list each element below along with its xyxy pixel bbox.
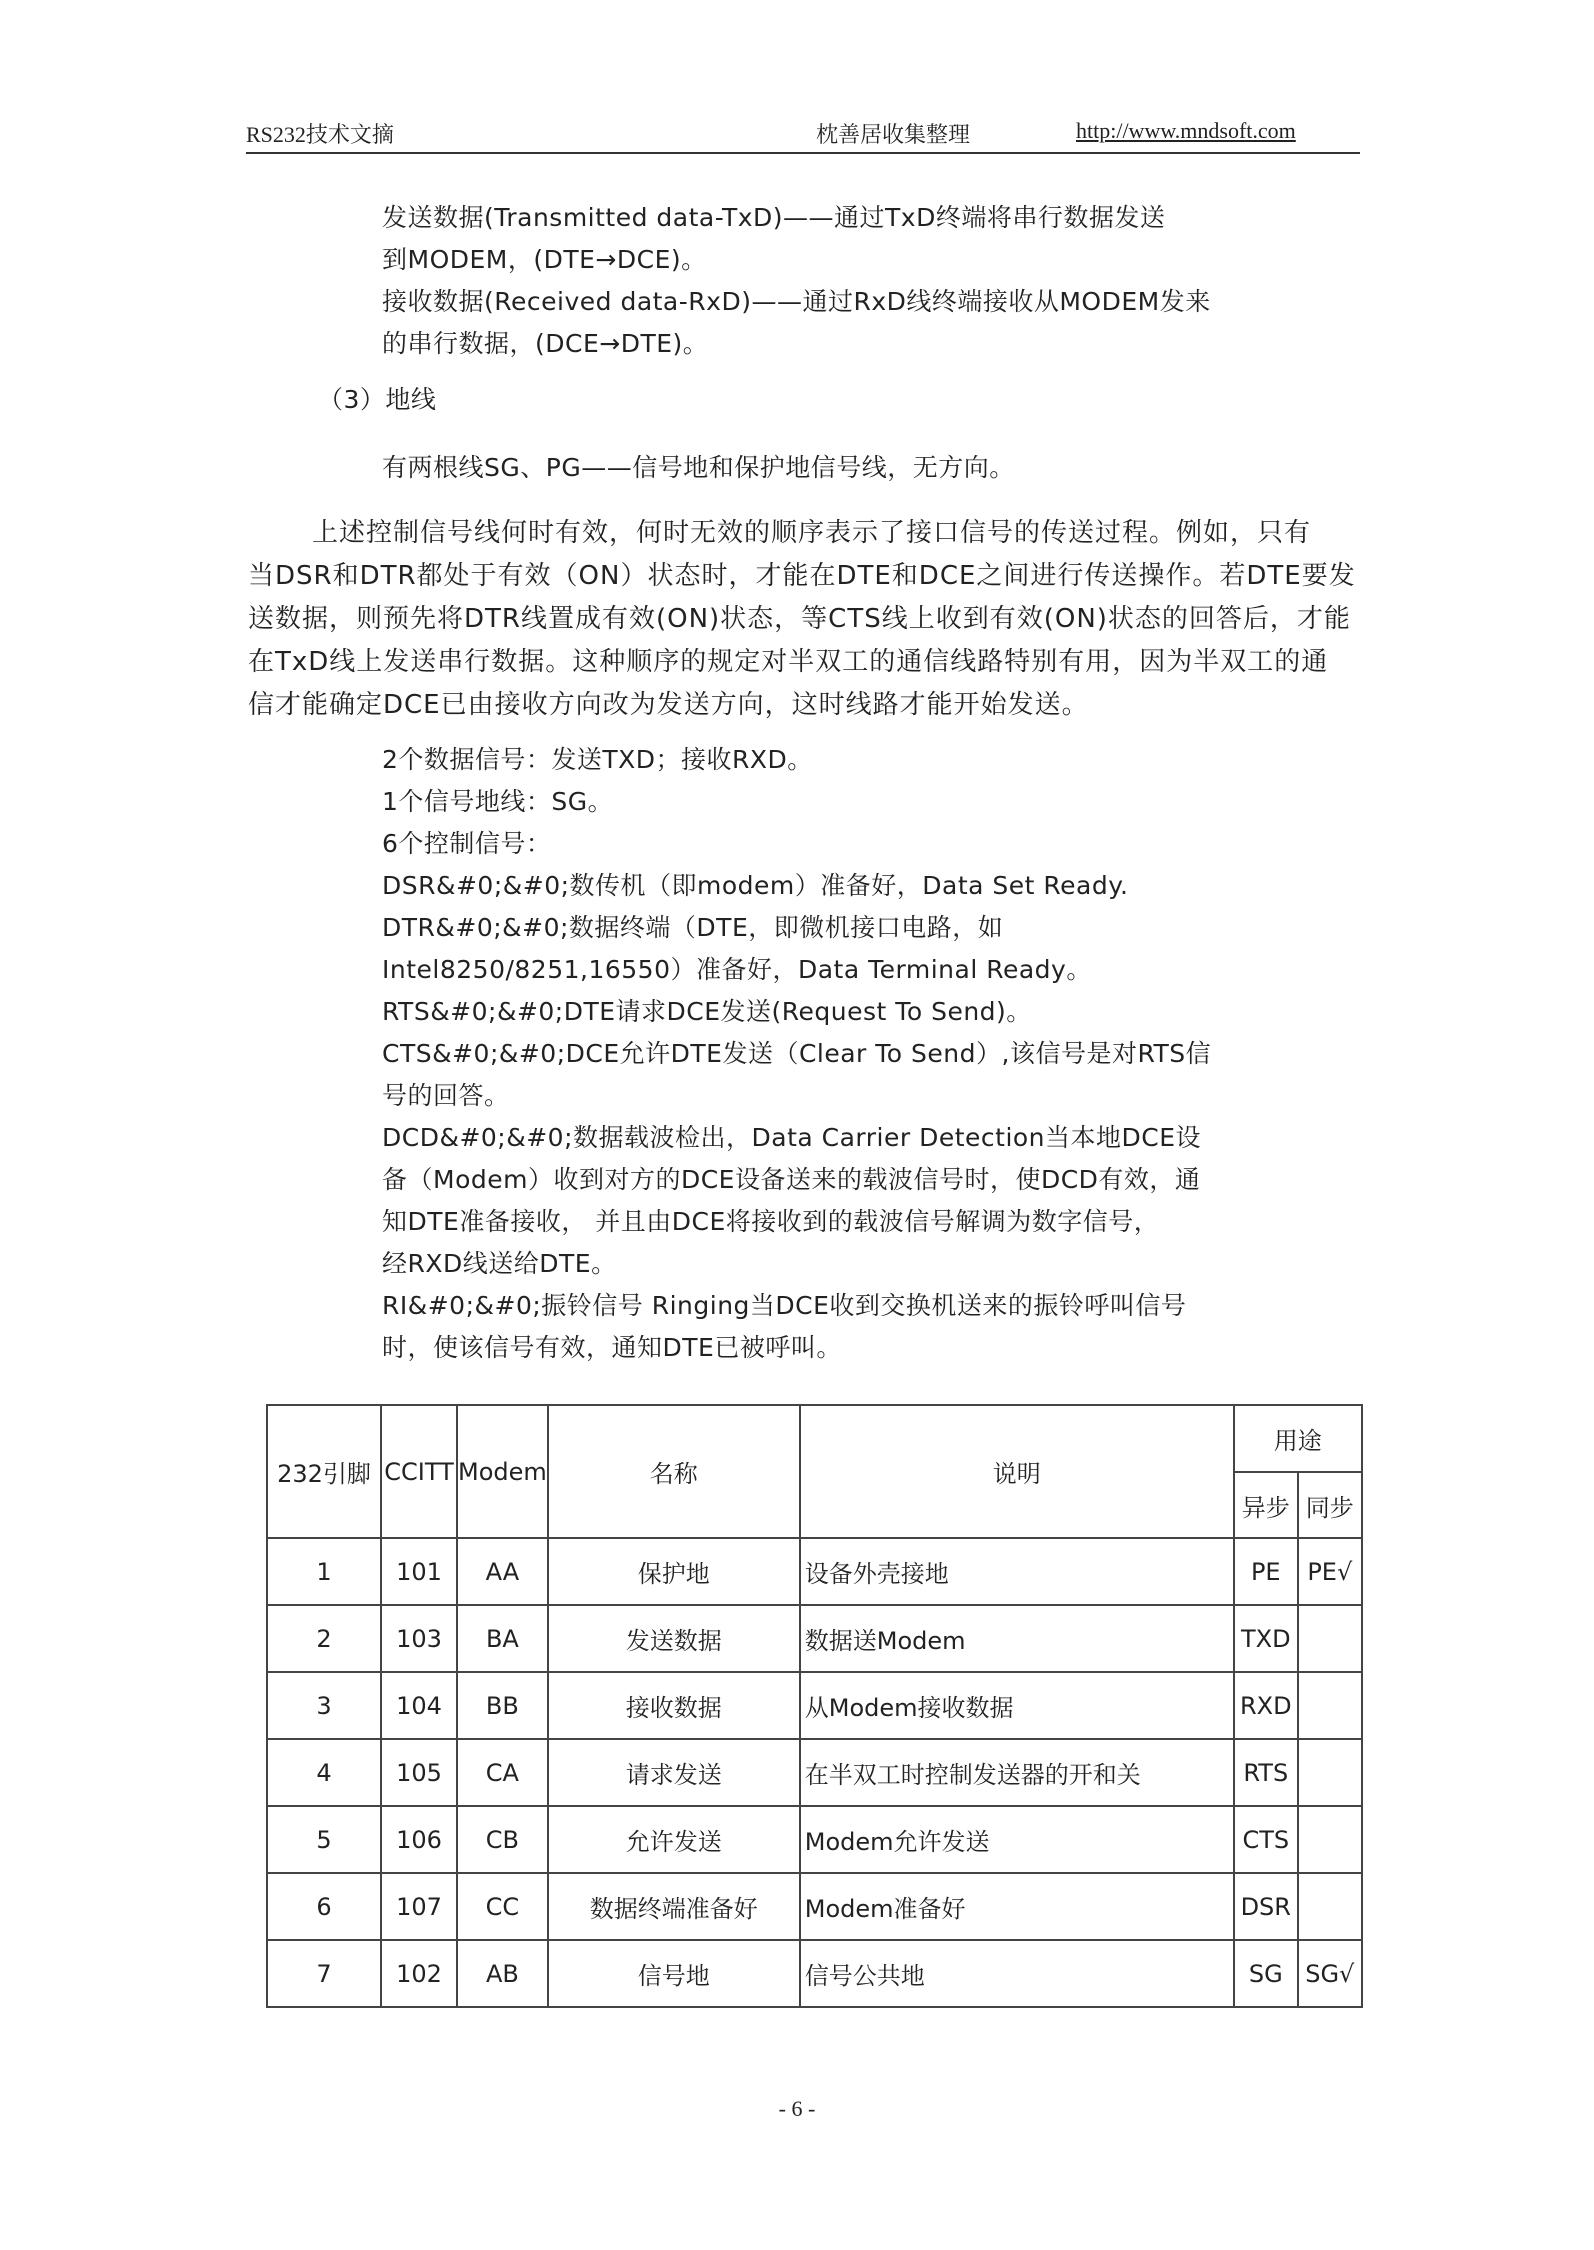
header-sync: 同步 [1298, 1472, 1362, 1538]
paragraph-line: 上述控制信号线何时有效，何时无效的顺序表示了接口信号的传送过程。例如，只有 [312, 518, 1312, 548]
cell-modem: CA [457, 1739, 548, 1806]
cell-modem: AB [457, 1940, 548, 2007]
list-item: 1个信号地线：SG。 [382, 787, 614, 816]
paragraph-line: 在TxD线上发送串行数据。这种顺序的规定对半双工的通信线路特别有用，因为半双工的通 [248, 647, 1329, 677]
list-item: 时，使该信号有效，通知DTE已被呼叫。 [382, 1333, 842, 1362]
header-desc: 说明 [800, 1405, 1234, 1538]
paragraph-line: 送数据，则预先将DTR线置成有效(ON)状态，等CTS线上收到有效(ON)状态的回答后，才能 [248, 604, 1351, 634]
cell-name: 数据终端准备好 [548, 1873, 800, 1940]
cell-ccitt: 104 [381, 1672, 457, 1739]
cell-name: 信号地 [548, 1940, 800, 2007]
cell-sync: SG√ [1298, 1940, 1362, 2007]
paragraph-line: 当DSR和DTR都处于有效（ON）状态时，才能在DTE和DCE之间进行传送操作。若DTE要发 [248, 561, 1356, 591]
cell-sync [1298, 1672, 1362, 1739]
cell-sync [1298, 1873, 1362, 1940]
list-item: DSR&#0;&#0;数传机（即modem）准备好，Data Set Ready. [382, 871, 1129, 900]
cell-modem: BA [457, 1605, 548, 1672]
cell-name: 请求发送 [548, 1739, 800, 1806]
header-source: 枕善居收集整理 [816, 122, 971, 147]
header-url-link[interactable]: http://www.mndsoft.com [1076, 118, 1296, 143]
list-item: 经RXD线送给DTE。 [382, 1249, 617, 1278]
cell-sync [1298, 1605, 1362, 1672]
cell-desc: 信号公共地 [800, 1940, 1234, 2007]
list-item: RTS&#0;&#0;DTE请求DCE发送(Request To Send)。 [382, 997, 1032, 1026]
cell-desc: 从Modem接收数据 [800, 1672, 1234, 1739]
list-item: DTR&#0;&#0;数据终端（DTE，即微机接口电路，如 [382, 913, 1004, 942]
header-use: 用途 [1234, 1405, 1362, 1472]
cell-name: 发送数据 [548, 1605, 800, 1672]
cell-desc: 在半双工时控制发送器的开和关 [800, 1739, 1234, 1806]
control-signal-paragraph [248, 512, 1360, 727]
cell-ccitt: 103 [381, 1605, 457, 1672]
page-number: - 6 - [778, 2096, 816, 2121]
section-3-heading: （3）地线 [318, 385, 437, 414]
cell-async: DSR [1234, 1873, 1298, 1940]
list-item: Intel8250/8251,16550）准备好，Data Terminal Ready。 [382, 955, 1092, 984]
cell-pin: 6 [267, 1873, 381, 1940]
cell-ccitt: 105 [381, 1739, 457, 1806]
cell-pin: 2 [267, 1605, 381, 1672]
cell-ccitt: 101 [381, 1538, 457, 1605]
table-row [267, 1605, 1362, 1672]
cell-modem: AA [457, 1538, 548, 1605]
cell-async: CTS [1234, 1806, 1298, 1873]
cell-sync: PE√ [1298, 1538, 1362, 1605]
txd-line-1: 发送数据(Transmitted data-TxD)——通过TxD终端将串行数据发送 [382, 203, 1166, 232]
header-title: RS232技术文摘 [246, 122, 394, 147]
cell-sync [1298, 1739, 1362, 1806]
cell-pin: 4 [267, 1739, 381, 1806]
header-pin: 232引脚 [267, 1405, 381, 1538]
cell-async: SG [1234, 1940, 1298, 2007]
table-row [267, 1940, 1362, 2007]
cell-name: 允许发送 [548, 1806, 800, 1873]
cell-sync [1298, 1806, 1362, 1873]
list-item: 备（Modem）收到对方的DCE设备送来的载波信号时，使DCD有效，通 [382, 1165, 1201, 1194]
table-row [267, 1538, 1362, 1605]
table-row [267, 1739, 1362, 1806]
txd-line-2: 到MODEM，(DTE→DCE)。 [382, 245, 707, 274]
cell-name: 接收数据 [548, 1672, 800, 1739]
ground-line: 有两根线SG、PG——信号地和保护地信号线，无方向。 [382, 453, 1015, 482]
paragraph-line: 信才能确定DCE已由接收方向改为发送方向，这时线路才能开始发送。 [248, 690, 1089, 720]
cell-pin: 7 [267, 1940, 381, 2007]
table-row [267, 1806, 1362, 1873]
cell-desc: 数据送Modem [800, 1605, 1234, 1672]
cell-pin: 1 [267, 1538, 381, 1605]
cell-async: RXD [1234, 1672, 1298, 1739]
cell-modem: CB [457, 1806, 548, 1873]
cell-ccitt: 102 [381, 1940, 457, 2007]
rxd-line-1: 接收数据(Received data-RxD)——通过RxD线终端接收从MODEM发来 [382, 287, 1211, 316]
list-item: RI&#0;&#0;振铃信号 Ringing当DCE收到交换机送来的振铃呼叫信号 [382, 1291, 1187, 1320]
cell-modem: BB [457, 1672, 548, 1739]
list-item: 知DTE准备接收， 并且由DCE将接收到的载波信号解调为数字信号， [382, 1207, 1160, 1236]
cell-async: PE [1234, 1538, 1298, 1605]
cell-pin: 3 [267, 1672, 381, 1739]
header-ccitt: CCITT [381, 1405, 457, 1538]
list-item: CTS&#0;&#0;DCE允许DTE发送（Clear To Send）,该信号是对RTS信 [382, 1039, 1212, 1068]
rxd-line-2: 的串行数据，(DCE→DTE)。 [382, 329, 709, 358]
cell-ccitt: 107 [381, 1873, 457, 1940]
list-item: 号的回答。 [382, 1081, 510, 1110]
cell-desc: Modem准备好 [800, 1873, 1234, 1940]
list-item: DCD&#0;&#0;数据载波检出，Data Carrier Detection当本地DCE设 [382, 1123, 1202, 1152]
cell-async: RTS [1234, 1739, 1298, 1806]
header-async: 异步 [1234, 1472, 1298, 1538]
cell-desc: Modem允许发送 [800, 1806, 1234, 1873]
rs232-pin-table [266, 1404, 1363, 2008]
list-item: 6个控制信号： [382, 829, 552, 858]
cell-name: 保护地 [548, 1538, 800, 1605]
header-name: 名称 [548, 1405, 800, 1538]
list-item: 2个数据信号：发送TXD；接收RXD。 [382, 745, 813, 774]
cell-pin: 5 [267, 1806, 381, 1873]
header-modem: Modem [457, 1405, 548, 1538]
page-header [246, 114, 1360, 154]
cell-async: TXD [1234, 1605, 1298, 1672]
cell-modem: CC [457, 1873, 548, 1940]
cell-ccitt: 106 [381, 1806, 457, 1873]
cell-desc: 设备外壳接地 [800, 1538, 1234, 1605]
table-row [267, 1672, 1362, 1739]
table-row [267, 1873, 1362, 1940]
